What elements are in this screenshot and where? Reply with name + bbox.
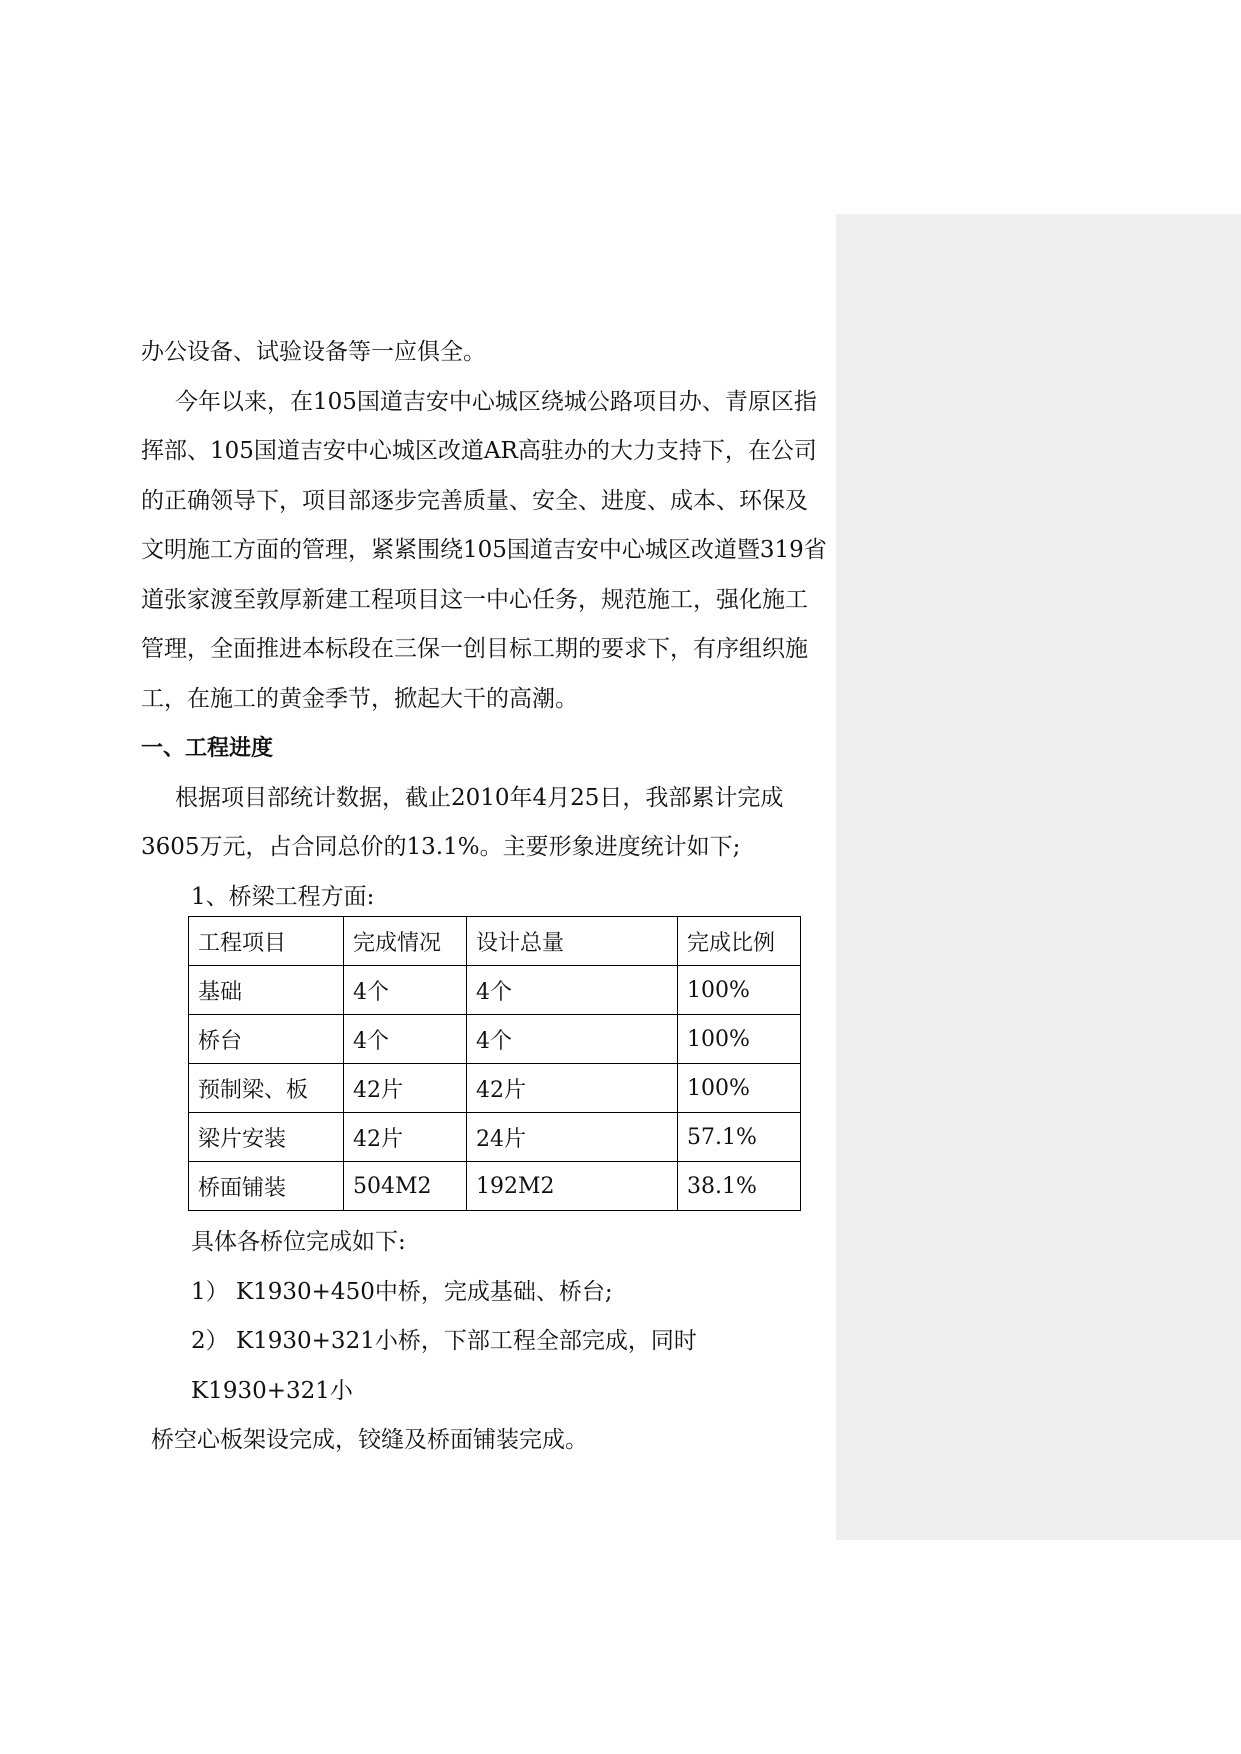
table-cell: 4个 <box>467 1015 678 1064</box>
table-header-cell: 完成比例 <box>678 917 801 966</box>
table-cell: 57.1% <box>678 1113 801 1162</box>
document-body <box>141 328 829 922</box>
paragraph: 今年以来，在105国道吉安中心城区绕城公路项目办、青原区指挥部、105国道吉安中心城区改道AR高驻办的大力支持下，在公司的正确领导下，项目部逐步完善质量、安全、进度、成本、环保及文明施工方面的管理，紧紧围绕105国道吉安中心城区改道暨319省道张家渡至敦厚新建工程项目这一中心任务，规范施工，强化施工管理，全面推进本标段在三保一创目标工期的要求下，有序组织施工，在施工的黄金季节，掀起大干的高潮。 <box>141 388 827 712</box>
table-cell: 桥台 <box>189 1015 344 1064</box>
paragraph: 根据项目部统计数据，截止2010年4月25日，我部累计完成3605万元，占合同总价的13.1%。主要形象进度统计如下; <box>141 784 784 860</box>
table-cell: 192M2 <box>467 1162 678 1211</box>
table-cell: 24片 <box>467 1113 678 1162</box>
table-header-row <box>189 917 801 966</box>
subsection-title: 1、桥梁工程方面: <box>191 883 375 910</box>
table-cell: 梁片安装 <box>189 1113 344 1162</box>
table-cell: 基础 <box>189 966 344 1015</box>
table-cell: 100% <box>678 1015 801 1064</box>
table-row <box>189 1015 801 1064</box>
table-cell: 38.1% <box>678 1162 801 1211</box>
table-row <box>189 1113 801 1162</box>
table-cell: 42片 <box>344 1113 467 1162</box>
paragraph: 办公设备、试验设备等一应俱全。 <box>141 339 486 365</box>
table-header-cell: 工程项目 <box>189 917 344 966</box>
table-row <box>189 1064 801 1113</box>
list-item: 1） K1930+450中桥，完成基础、桥台; <box>191 1278 613 1305</box>
table-cell: 100% <box>678 1064 801 1113</box>
table-row <box>189 1162 801 1211</box>
table-cell: 桥面铺装 <box>189 1162 344 1211</box>
table-cell: 4个 <box>344 966 467 1015</box>
table-cell: 100% <box>678 966 801 1015</box>
comment-pane <box>836 214 1241 1540</box>
table-header-cell: 设计总量 <box>467 917 678 966</box>
table-header-cell: 完成情况 <box>344 917 467 966</box>
paragraph: 具体各桥位完成如下: <box>191 1229 406 1255</box>
document-body-continued <box>141 1218 829 1466</box>
list-item: 2） K1930+321小桥，下部工程全部完成，同时K1930+321小 <box>191 1328 697 1404</box>
table-cell: 4个 <box>344 1015 467 1064</box>
table-row <box>189 966 801 1015</box>
list-item-continued: 桥空心板架设完成，铰缝及桥面铺装完成。 <box>151 1427 588 1453</box>
table-cell: 4个 <box>467 966 678 1015</box>
table-cell: 42片 <box>344 1064 467 1113</box>
section-heading: 一、工程进度 <box>141 736 274 761</box>
progress-table <box>188 916 801 1211</box>
table-cell: 预制梁、板 <box>189 1064 344 1113</box>
table-cell: 504M2 <box>344 1162 467 1211</box>
table-cell: 42片 <box>467 1064 678 1113</box>
